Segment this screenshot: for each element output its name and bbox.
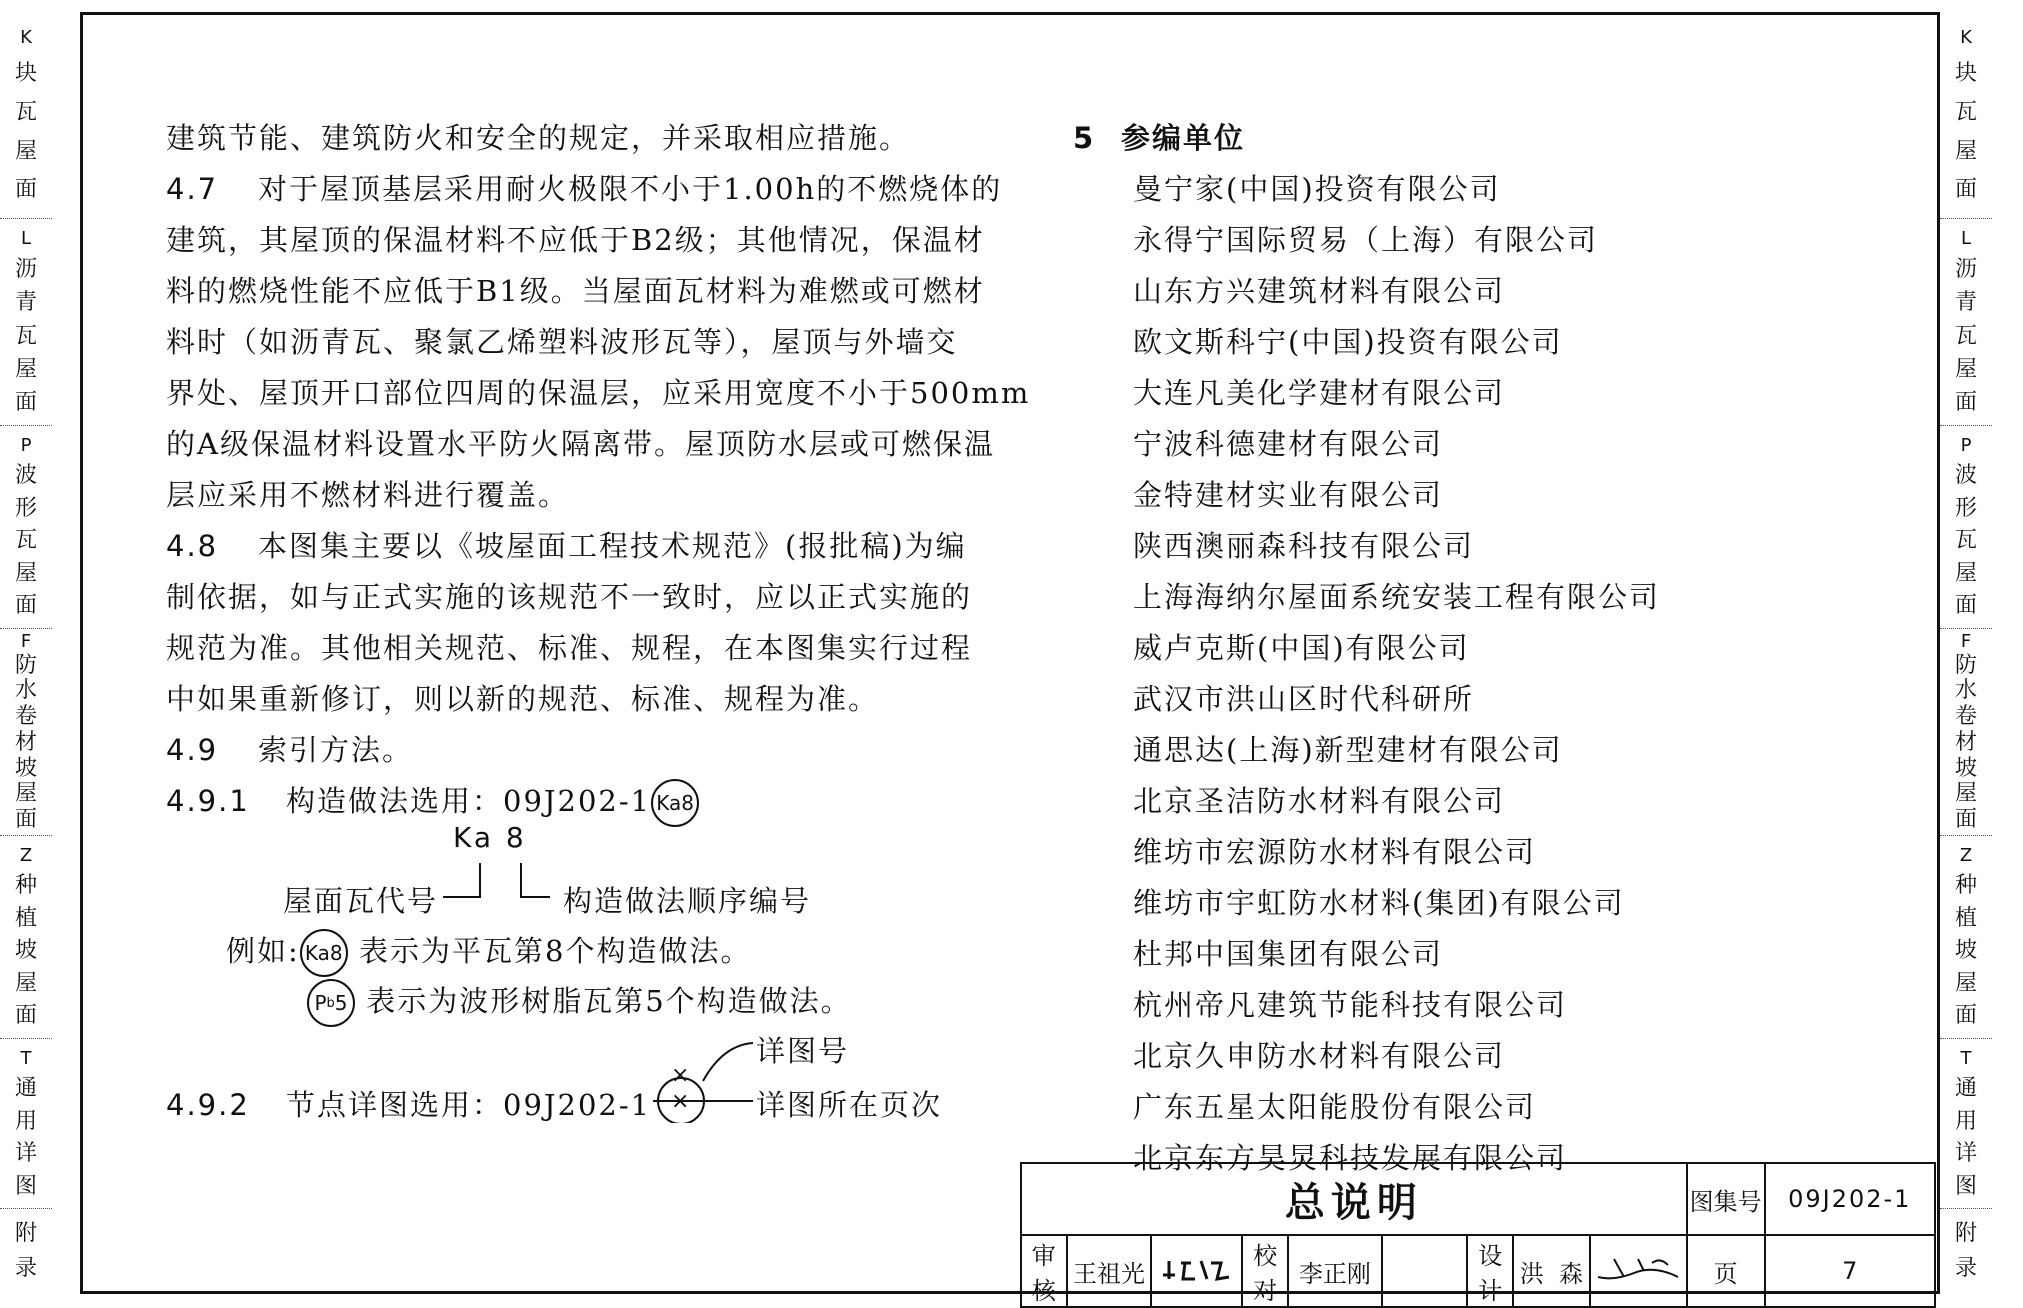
text-line: 构造做法选用：09J202-1 [286,784,652,818]
category-char: 用 [1954,1108,1977,1134]
category-code: K [1960,26,1972,48]
category-char: 面 [14,177,37,203]
company-item: 杜邦中国集团有限公司 [1133,937,1444,971]
category-char: 面 [1954,1003,1977,1029]
category-char: 屋 [14,970,37,996]
category-char: 坡 [14,755,37,781]
atlas-number: 09J202-1 [1765,1163,1935,1235]
company-item: 永得宁国际贸易（上海）有限公司 [1133,223,1599,257]
category-tab-left-p [0,426,52,629]
text-line: 建筑节能、建筑防火和安全的规定，并采取相应措施。 [166,121,911,155]
order-label: 构造做法顺序编号 [563,884,812,918]
checker-name: 李正刚 [1288,1235,1382,1307]
category-code: P [20,434,32,456]
category-tab-left-k [0,12,52,219]
category-tab-left-appendix [0,1209,52,1294]
category-char: 瓦 [14,323,37,349]
category-char: 屋 [1954,970,1977,996]
category-char: 录 [1954,1256,1977,1282]
category-char: 用 [14,1108,37,1134]
leader-line [520,896,550,898]
category-char: 面 [14,1003,37,1029]
index-circle: Ka8 [651,779,699,827]
category-code: F [20,630,32,652]
category-tab-left-f [0,629,52,836]
drawing-title: 总说明 [1021,1163,1687,1235]
category-tab-right-f [1940,629,1992,836]
category-char: 植 [14,905,37,931]
section-number: 4.7 [166,172,219,206]
text-line: 层应采用不燃材料进行覆盖。 [166,478,570,512]
category-char: 材 [14,729,37,755]
company-item: 北京东方昊炅科技发展有限公司 [1133,1141,1568,1175]
text-line: 界处、屋顶开口部位四周的保温层，应采用宽度不小于500mm [166,376,1031,410]
review-label: 审核 [1021,1235,1067,1307]
check-label: 校对 [1242,1235,1288,1307]
reviewer-signature [1151,1235,1242,1307]
category-char: 瓦 [14,99,37,125]
category-char: 水 [1954,678,1977,704]
category-char: 面 [14,593,37,619]
category-char: 详 [1954,1141,1977,1166]
category-char: 屋 [14,781,37,807]
text-line: 索引方法。 [258,733,414,767]
category-char: 波 [14,463,37,489]
leader-line [443,896,481,898]
category-char: 面 [1954,177,1977,203]
category-tab-right-appendix [1940,1209,1992,1294]
company-item: 维坊市宇虹防水材料(集团)有限公司 [1133,886,1625,920]
text-line: 对于屋顶基层采用耐火极限不小于1.00h的不燃烧体的 [258,172,1003,206]
participating-units [1073,113,1773,1184]
company-item: 金特建材实业有限公司 [1133,478,1444,512]
page-number: 7 [1765,1235,1935,1307]
category-char: 防 [14,652,37,678]
category-char: 面 [14,389,37,415]
category-char: 图 [1954,1173,1977,1199]
category-char: 材 [1954,729,1977,755]
text-line: 建筑，其屋顶的保温材料不应低于B2级；其他情况，保温材 [166,223,985,257]
example-text: 表示为波形树脂瓦第5个构造做法。 [366,984,852,1018]
company-item: 欧文斯科宁(中国)投资有限公司 [1133,325,1563,359]
category-code: T [1960,1047,1972,1069]
section-number: 4.9 [166,733,219,767]
category-char: 附 [1954,1220,1977,1246]
category-char: 通 [1954,1076,1977,1101]
company-item: 上海海纳尔屋面系统安装工程有限公司 [1133,580,1661,614]
company-item: 北京圣洁防水材料有限公司 [1133,784,1506,818]
category-code: P [1960,434,1972,456]
category-tab-left-t [0,1039,52,1209]
company-item: 威卢克斯(中国)有限公司 [1133,631,1470,665]
drawing-frame [80,12,1940,1294]
page-label: 详图所在页次 [756,1088,943,1122]
category-char: 面 [1954,389,1977,415]
right-category-strip [1940,12,1992,1294]
company-item: 北京久申防水材料有限公司 [1133,1039,1506,1073]
category-char: 面 [1954,593,1977,619]
company-item: 曼宁家(中国)投资有限公司 [1133,172,1501,206]
x-mark-top: × [671,1063,690,1088]
category-char: 沥 [1954,257,1977,283]
text-line: 中如果重新修订，则以新的规范、标准、规程为准。 [166,682,880,716]
section-number: 4.9.2 [166,1088,250,1122]
category-code: Z [19,844,33,866]
text-line: 节点详图选用：09J202-1 [286,1088,652,1122]
category-char: 青 [14,290,37,316]
index-circle: P b 5 [307,979,355,1027]
general-notes-left [166,113,1066,827]
category-char: 通 [14,1076,37,1101]
category-char: 坡 [1954,938,1977,964]
code-label: Ka 8 [453,821,527,854]
roof-code-label: 屋面瓦代号 [283,884,439,918]
category-tab-right-z [1940,836,1992,1039]
category-char: 卷 [1954,704,1977,730]
category-char: 屋 [1954,781,1977,807]
example-label: 例如: [226,934,300,968]
category-tab-right-k [1940,12,1992,219]
company-item: 陕西澳丽森科技有限公司 [1133,529,1475,563]
category-tab-right-l [1940,219,1992,426]
text-line: 制依据，如与正式实施的该规范不一致时，应以正式实施的 [166,580,973,614]
company-item: 维坊市宏源防水材料有限公司 [1133,835,1537,869]
leader-line [479,863,481,897]
category-code: Z [1959,844,1973,866]
category-char: 屋 [14,560,37,586]
category-code: L [1960,228,1972,250]
category-char: 瓦 [1954,99,1977,125]
category-char: 坡 [14,938,37,964]
text-line: 料的燃烧性能不应低于B1级。当屋面瓦材料为难燃或可燃材 [166,274,985,308]
company-item: 广东五星太阳能股份有限公司 [1133,1090,1537,1124]
category-char: 瓦 [14,528,37,554]
page-label: 页 [1687,1235,1765,1307]
category-code: T [20,1047,32,1069]
text-line: 规范为准。其他相关规范、标准、规程，在本图集实行过程 [166,631,973,665]
left-category-strip [0,12,52,1294]
category-char: 种 [1954,873,1977,899]
category-char: 沥 [14,257,37,283]
category-char: 瓦 [1954,323,1977,349]
category-char: 青 [1954,290,1977,316]
category-char: 面 [14,807,37,833]
index-circle: Ka8 [300,929,348,977]
title-block [1020,1162,1936,1305]
category-char: 瓦 [1954,528,1977,554]
company-item: 宁波科德建材有限公司 [1133,427,1444,461]
category-code: K [20,26,32,48]
category-tab-left-z [0,836,52,1039]
category-char: 形 [1954,495,1977,521]
category-char: 植 [1954,905,1977,931]
category-tab-right-t [1940,1039,1992,1209]
section-number: 4.8 [166,529,219,563]
category-char: 图 [14,1173,37,1199]
detail-number-label: 详图号 [756,1034,850,1068]
company-item: 通思达(上海)新型建材有限公司 [1133,733,1563,767]
text-line: 本图集主要以《坡屋面工程技术规范》(报批稿)为编 [258,529,967,563]
example-text: 表示为平瓦第8个构造做法。 [359,934,752,968]
section-number: 4.9.1 [166,784,250,818]
section-heading: 参编单位 [1121,121,1246,155]
designer-signature [1590,1235,1687,1307]
design-label: 设计 [1467,1235,1513,1307]
category-char: 种 [14,873,37,899]
company-item: 山东方兴建筑材料有限公司 [1133,274,1506,308]
signature-image [1594,1251,1682,1285]
leader-line [520,863,522,897]
category-char: 屋 [14,356,37,382]
category-char: 波 [1954,463,1977,489]
reviewer-name: 王祖光 [1067,1235,1152,1307]
text-line: 料时（如沥青瓦、聚氯乙烯塑料波形瓦等），屋顶与外墙交 [166,325,958,359]
category-char: 卷 [14,704,37,730]
category-tab-left-l [0,219,52,426]
category-char: 附 [14,1220,37,1246]
category-char: 详 [14,1141,37,1166]
category-char: 坡 [1954,755,1977,781]
company-item: 武汉市洪山区时代科研所 [1133,682,1475,716]
category-char: 屋 [1954,560,1977,586]
category-char: 块 [14,61,37,87]
signature-image [1157,1251,1237,1285]
category-code: F [1960,630,1972,652]
x-mark-bottom: × [671,1089,690,1114]
text-line: 的A级保温材料设置水平防火隔离带。屋顶防水层或可燃保温 [166,427,995,461]
category-char: 面 [1954,807,1977,833]
company-item: 杭州帝凡建筑节能科技有限公司 [1133,988,1568,1022]
category-char: 防 [1954,652,1977,678]
atlas-label: 图集号 [1687,1163,1765,1235]
category-char: 形 [14,495,37,521]
category-code: L [20,228,32,250]
category-tab-right-p [1940,426,1992,629]
category-char: 屋 [14,138,37,164]
category-char: 录 [14,1256,37,1282]
checker-signature-area [1382,1235,1468,1307]
category-char: 块 [1954,61,1977,87]
category-char: 水 [14,678,37,704]
designer-name: 洪 森 [1513,1235,1590,1307]
category-char: 屋 [1954,356,1977,382]
section-number: 5 [1073,121,1096,155]
company-item: 大连凡美化学建材有限公司 [1133,376,1506,410]
category-char: 屋 [1954,138,1977,164]
